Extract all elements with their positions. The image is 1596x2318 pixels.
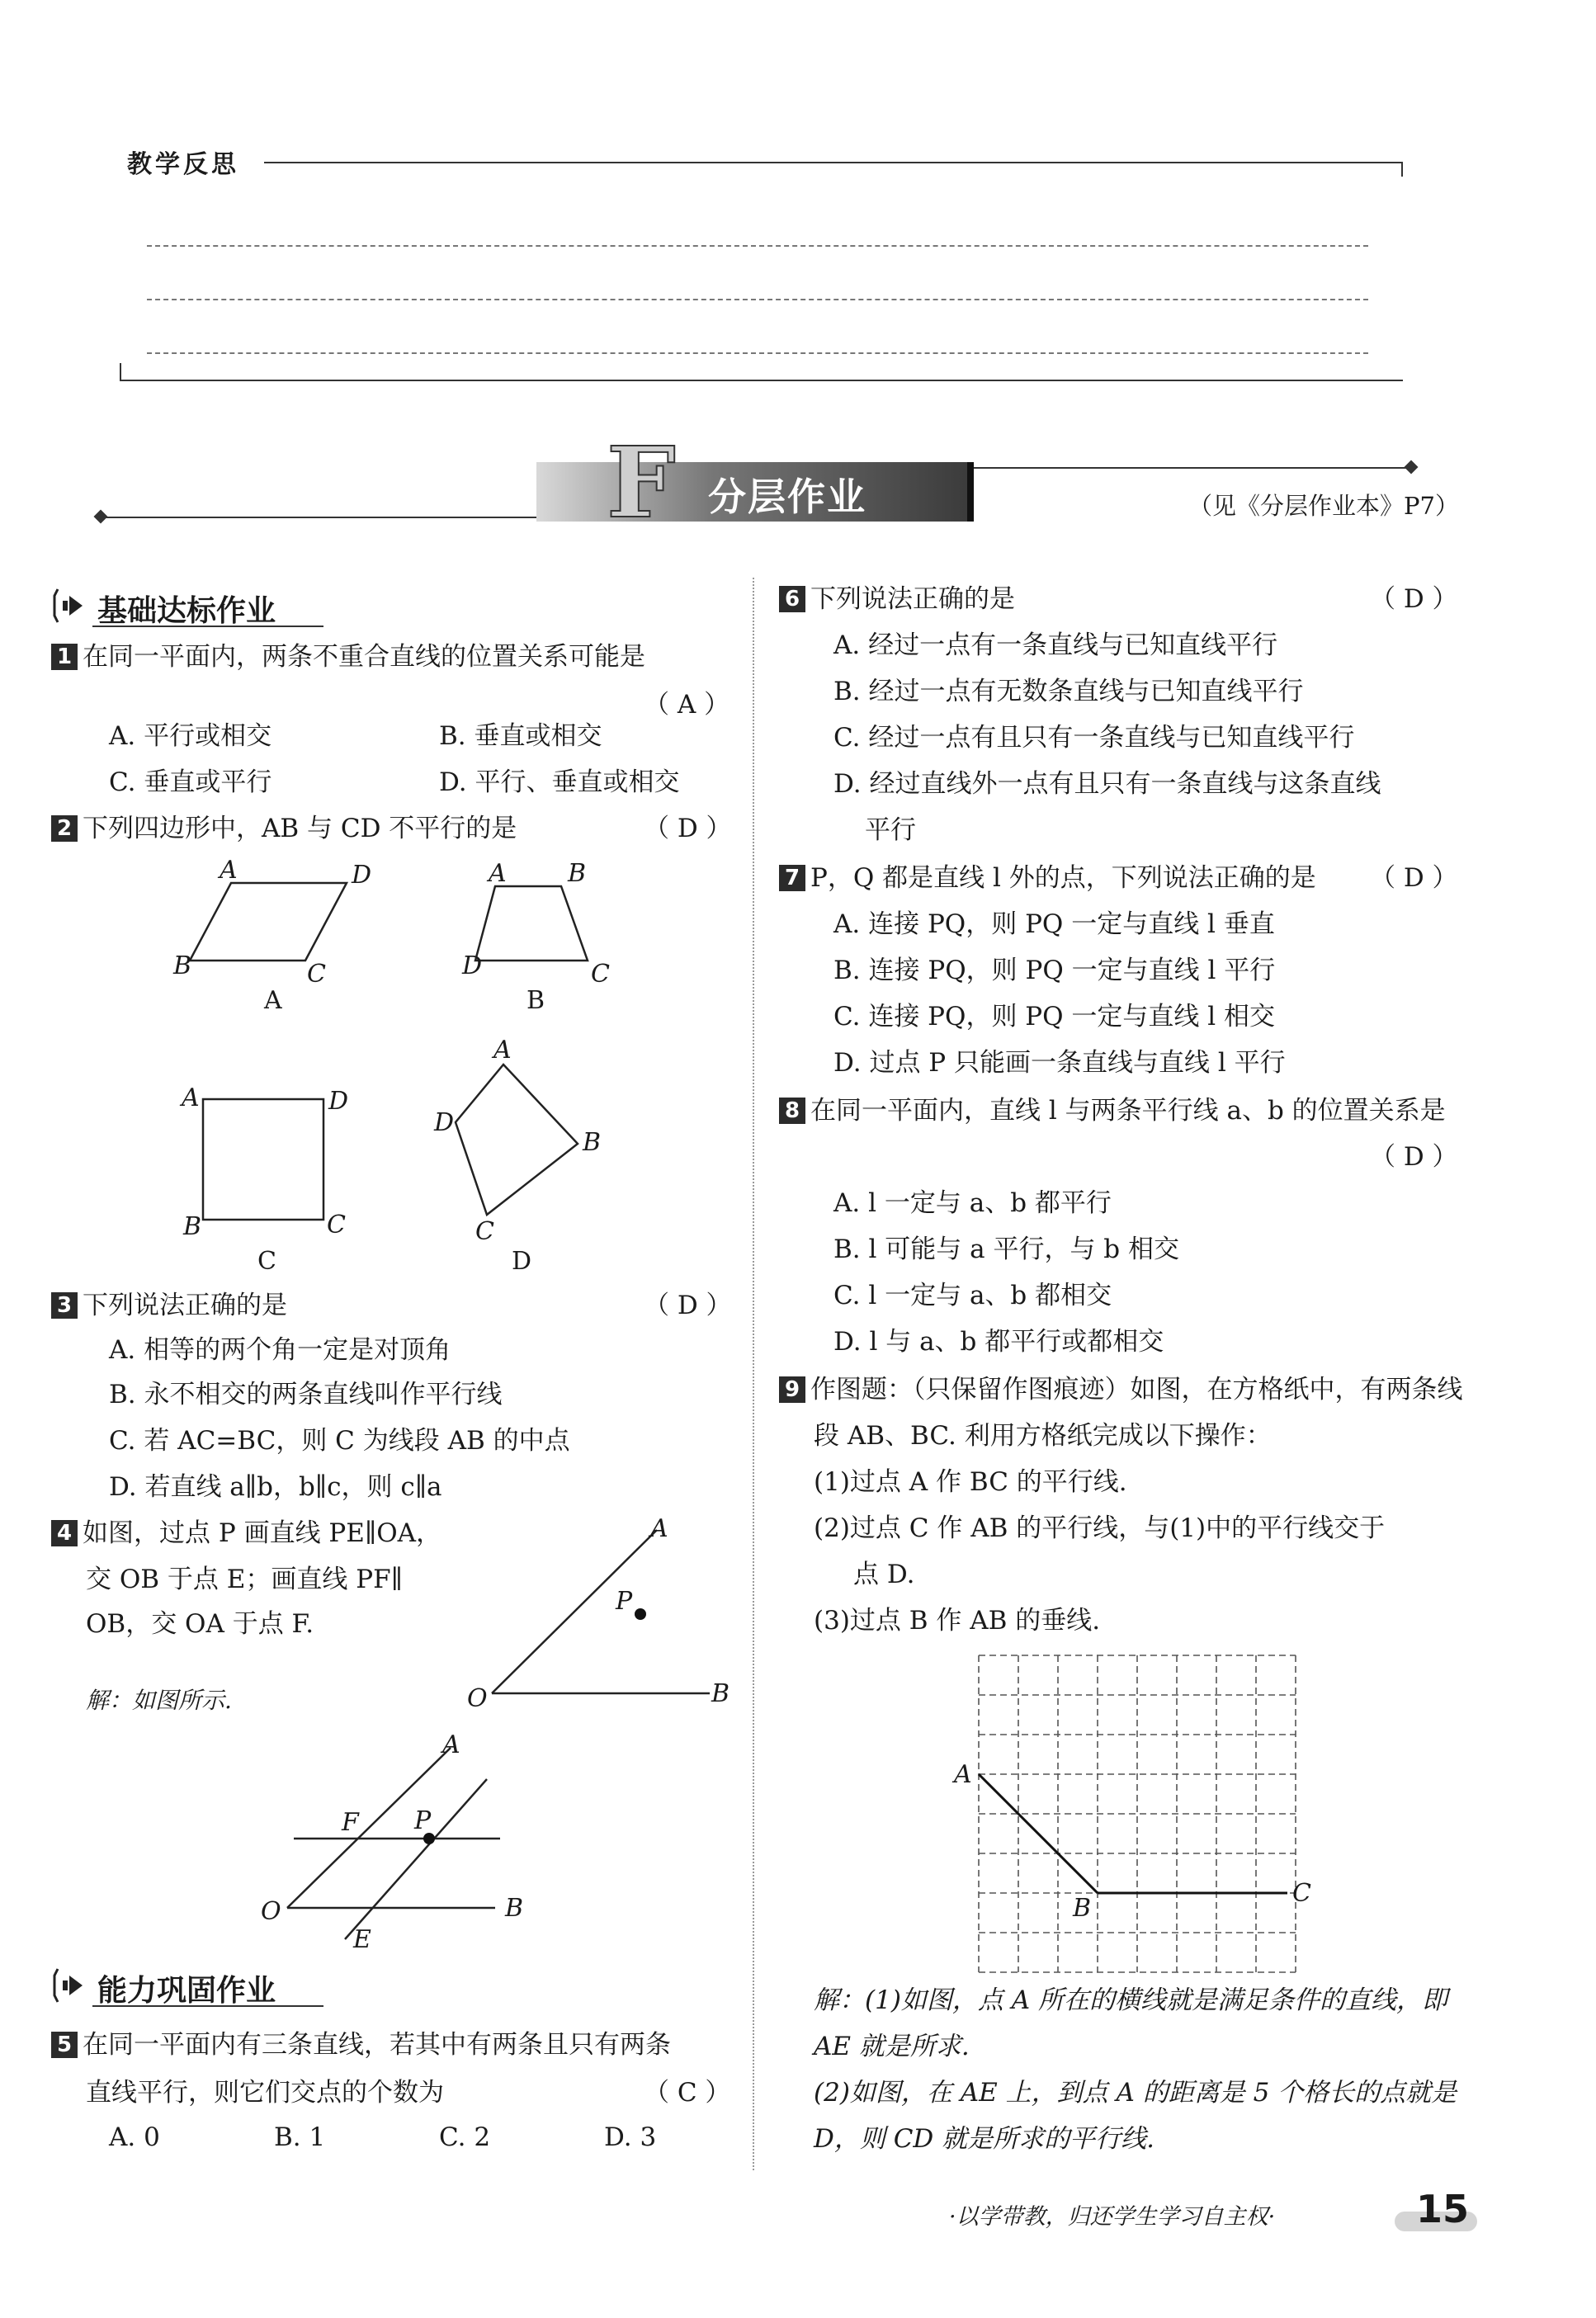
q1-stem-text: 在同一平面内，两条不重合直线的位置关系可能是 (83, 642, 645, 672)
reflection-top-rule (264, 162, 1403, 163)
q4-figure-solution (248, 1733, 545, 1956)
q9-solution-line-1: 解：(1)如图，点 A 所在的横线就是满足条件的直线，即 (814, 1985, 1448, 2015)
q2-figure-b (461, 859, 610, 1015)
q9-step-3: (3)过点 B 作 AB 的垂线. (814, 1606, 1101, 1636)
q7-option-d: D. 过点 P 只能画一条直线与直线 l 平行 (833, 1048, 1286, 1078)
banner-ref: （见《分层作业本》P7） (1188, 492, 1459, 520)
banner-title: 分层作业 (708, 474, 866, 519)
q4q-label-b: B (711, 1679, 730, 1708)
q1-answer: （ A ） (644, 690, 730, 720)
q9-grid-lines (979, 1655, 1296, 1972)
q3-option-a: A. 相等的两个角一定是对顶角 (109, 1335, 451, 1365)
reflection-line-1 (147, 245, 1368, 247)
q7-option-b: B. 连接 PQ，则 PQ 一定与直线 l 平行 (833, 956, 1276, 985)
q2-caption-a: A (264, 986, 282, 1015)
section-ability-title: 能力巩固作业 (97, 1974, 276, 2008)
q6-option-d: D. 经过直线外一点有且只有一条直线与这条直线 (833, 769, 1381, 799)
q5-option-b: B. 1 (274, 2122, 326, 2152)
q9-stem-line-2: 段 AB、BC. 利用方格纸完成以下操作： (814, 1421, 1272, 1451)
q9-solution-line-3: (2)如图，在 AE 上，到点 A 的距离是 5 个格长的点就是 (814, 2078, 1457, 2108)
q7-option-c: C. 连接 PQ，则 PQ 一定与直线 l 相交 (833, 1002, 1276, 1032)
q3-stem-text: 下列说法正确的是 (83, 1291, 287, 1320)
q4s-label-a: A (442, 1733, 460, 1759)
q6-option-c: C. 经过一点有且只有一条直线与已知直线平行 (833, 723, 1355, 753)
banner-right-dot (1405, 460, 1419, 474)
q9-grid-figure (949, 1650, 1320, 1997)
q5-stem-line-2: 直线平行，则它们交点的个数为 (86, 2078, 444, 2108)
q9-label-b: B (1073, 1894, 1092, 1923)
q2-figure-c (179, 1083, 348, 1276)
q2b-label-c: C (591, 960, 610, 989)
q3-answer: （ D ） (644, 1291, 732, 1320)
q9-solution-line-4: D，则 CD 就是所求的平行线. (814, 2124, 1155, 2154)
q3-option-d: D. 若直线 a∥b，b∥c，则 c∥a (109, 1472, 442, 1502)
q4s-label-e: E (353, 1925, 371, 1954)
q2a-label-d: D (352, 861, 372, 890)
q6-stem-text: 下列说法正确的是 (810, 584, 1015, 614)
q2-figures (149, 858, 644, 1287)
q5-stem-text-1: 在同一平面内有三条直线，若其中有两条且只有两条 (83, 2030, 671, 2060)
q2-caption-c: C (257, 1247, 276, 1276)
q1-stem (51, 642, 645, 673)
q7-stem-text: P，Q 都是直线 l 外的点，下列说法正确的是 (810, 863, 1316, 893)
q9-step-1: (1)过点 A 作 BC 的平行线. (814, 1467, 1127, 1497)
q2d-label-a: A (493, 1036, 512, 1065)
q6-number: 6 (779, 586, 805, 612)
q4-figure-question (462, 1515, 743, 1710)
q7-answer: （ D ） (1370, 863, 1458, 893)
q2b-label-b: B (568, 859, 587, 888)
q3-number: 3 (51, 1292, 78, 1319)
q9-stem-line-1 (779, 1375, 1463, 1405)
q2c-label-a: A (182, 1083, 200, 1112)
q9-number: 9 (779, 1376, 805, 1403)
q8-option-d: D. l 与 a、b 都平行或都相交 (833, 1327, 1164, 1357)
q6-option-d-cont: 平行 (865, 815, 916, 845)
banner-left-dot (94, 510, 108, 524)
reflection-line-3 (147, 352, 1368, 354)
q9-solution-line-2: AE 就是所求. (814, 2032, 970, 2061)
reflection-right-tick (1401, 162, 1403, 177)
q7-number: 7 (779, 865, 805, 891)
q5-answer: （ C ） (644, 2078, 731, 2108)
q4-stem-line-3: OB，交 OA 于点 F. (86, 1609, 314, 1639)
q2d-label-c: C (475, 1217, 494, 1246)
banner-right-rule (974, 467, 1411, 469)
q4-number: 4 (51, 1520, 78, 1546)
banner-end-mark (967, 462, 974, 522)
q2a-label-a: A (220, 858, 238, 885)
q4q-label-a: A (650, 1515, 668, 1543)
q2d-label-b: B (583, 1128, 602, 1157)
reflection-box (116, 140, 1403, 380)
q8-stem (779, 1096, 1446, 1126)
q9-label-a: A (954, 1760, 972, 1789)
q2-number: 2 (51, 815, 78, 842)
q1-option-d: D. 平行、垂直或相交 (439, 767, 680, 797)
q2-caption-d: D (512, 1247, 532, 1276)
q4s-label-b: B (505, 1894, 524, 1923)
q4-stem-line-2: 交 OB 于点 E；画直线 PF∥ (86, 1565, 403, 1594)
q2-stem-text: 下列四边形中，AB 与 CD 不平行的是 (83, 814, 517, 843)
q6-option-b: B. 经过一点有无数条直线与已知直线平行 (833, 677, 1304, 706)
q4q-label-p: P (616, 1587, 633, 1616)
section-basic-header (51, 584, 332, 627)
q9-step-2-cont: 点 D. (853, 1560, 915, 1589)
q8-answer: （ D ） (1370, 1142, 1458, 1172)
q5-number: 5 (51, 2032, 78, 2058)
reflection-bottom-rule (120, 380, 1403, 381)
section-basic-title: 基础达标作业 (97, 594, 276, 628)
q1-option-c: C. 垂直或平行 (109, 767, 272, 797)
q7-option-a: A. 连接 PQ，则 PQ 一定与直线 l 垂直 (833, 909, 1275, 939)
q9-stem-text-1: 作图题：（只保留作图痕迹）如图，在方格纸中，有两条线 (810, 1375, 1463, 1404)
arrow-icon (51, 1964, 89, 2007)
q2-answer: （ D ） (644, 814, 732, 843)
banner-letter: F (607, 425, 676, 540)
q2c-label-d: D (328, 1087, 349, 1116)
q5-stem-line-1 (51, 2030, 671, 2061)
footer-motto: ·以学带教，归还学生学习自主权· (949, 2204, 1276, 2230)
q4s-label-f: F (342, 1808, 359, 1837)
reflection-left-tick (120, 363, 121, 380)
q6-answer: （ D ） (1370, 584, 1458, 614)
arrow-icon (51, 584, 89, 627)
q2-stem (51, 814, 517, 844)
reflection-line-2 (147, 299, 1368, 300)
reflection-label: 教学反思 (127, 150, 239, 179)
q2b-label-a: A (489, 859, 507, 888)
q6-stem (779, 584, 1015, 615)
q2-figure-a (172, 858, 371, 1015)
page-number: 15 (1416, 2187, 1470, 2231)
q4s-label-p: P (414, 1806, 432, 1835)
q8-option-c: C. l 一定与 a、b 都相交 (833, 1281, 1112, 1310)
q4-solution: 解：如图所示. (86, 1687, 232, 1714)
q4q-label-o: O (467, 1684, 488, 1710)
q2a-label-c: C (307, 960, 326, 989)
q8-stem-text: 在同一平面内，直线 l 与两条平行线 a、b 的位置关系是 (810, 1096, 1446, 1126)
q6-option-a: A. 经过一点有一条直线与已知直线平行 (833, 630, 1278, 660)
q3-option-c: C. 若 AC=BC，则 C 为线段 AB 的中点 (109, 1426, 570, 1456)
q2c-label-b: B (183, 1212, 202, 1241)
q8-number: 8 (779, 1098, 805, 1124)
q2-caption-b: B (526, 986, 545, 1015)
q3-option-b: B. 永不相交的两条直线叫作平行线 (109, 1380, 503, 1409)
q8-option-b: B. l 可能与 a 平行，与 b 相交 (833, 1235, 1179, 1264)
q1-number: 1 (51, 644, 78, 670)
q4-stem-line-1 (51, 1518, 441, 1549)
banner-left-rule (101, 517, 546, 518)
q5-option-a: A. 0 (109, 2122, 160, 2152)
column-divider (753, 578, 754, 2170)
q9-step-2: (2)过点 C 作 AB 的平行线，与(1)中的平行线交于 (814, 1513, 1386, 1543)
q3-stem (51, 1291, 287, 1321)
q2b-label-d: D (462, 951, 483, 980)
q7-stem (779, 863, 1316, 894)
q1-option-b: B. 垂直或相交 (439, 721, 602, 751)
q9-label-c: C (1292, 1879, 1311, 1908)
section-ability-header (51, 1964, 332, 2007)
q1-option-a: A. 平行或相交 (109, 721, 272, 751)
q5-option-d: D. 3 (604, 2122, 657, 2152)
q4-stem-text-1: 如图，过点 P 画直线 PE∥OA， (83, 1518, 442, 1548)
q4s-label-o: O (261, 1897, 281, 1926)
q2-figure-d (433, 1036, 601, 1276)
q2d-label-d: D (434, 1108, 455, 1137)
q5-option-c: C. 2 (439, 2122, 491, 2152)
q2a-label-b: B (173, 951, 192, 980)
q2c-label-c: C (327, 1211, 346, 1239)
q8-option-a: A. l 一定与 a、b 都平行 (833, 1188, 1112, 1218)
